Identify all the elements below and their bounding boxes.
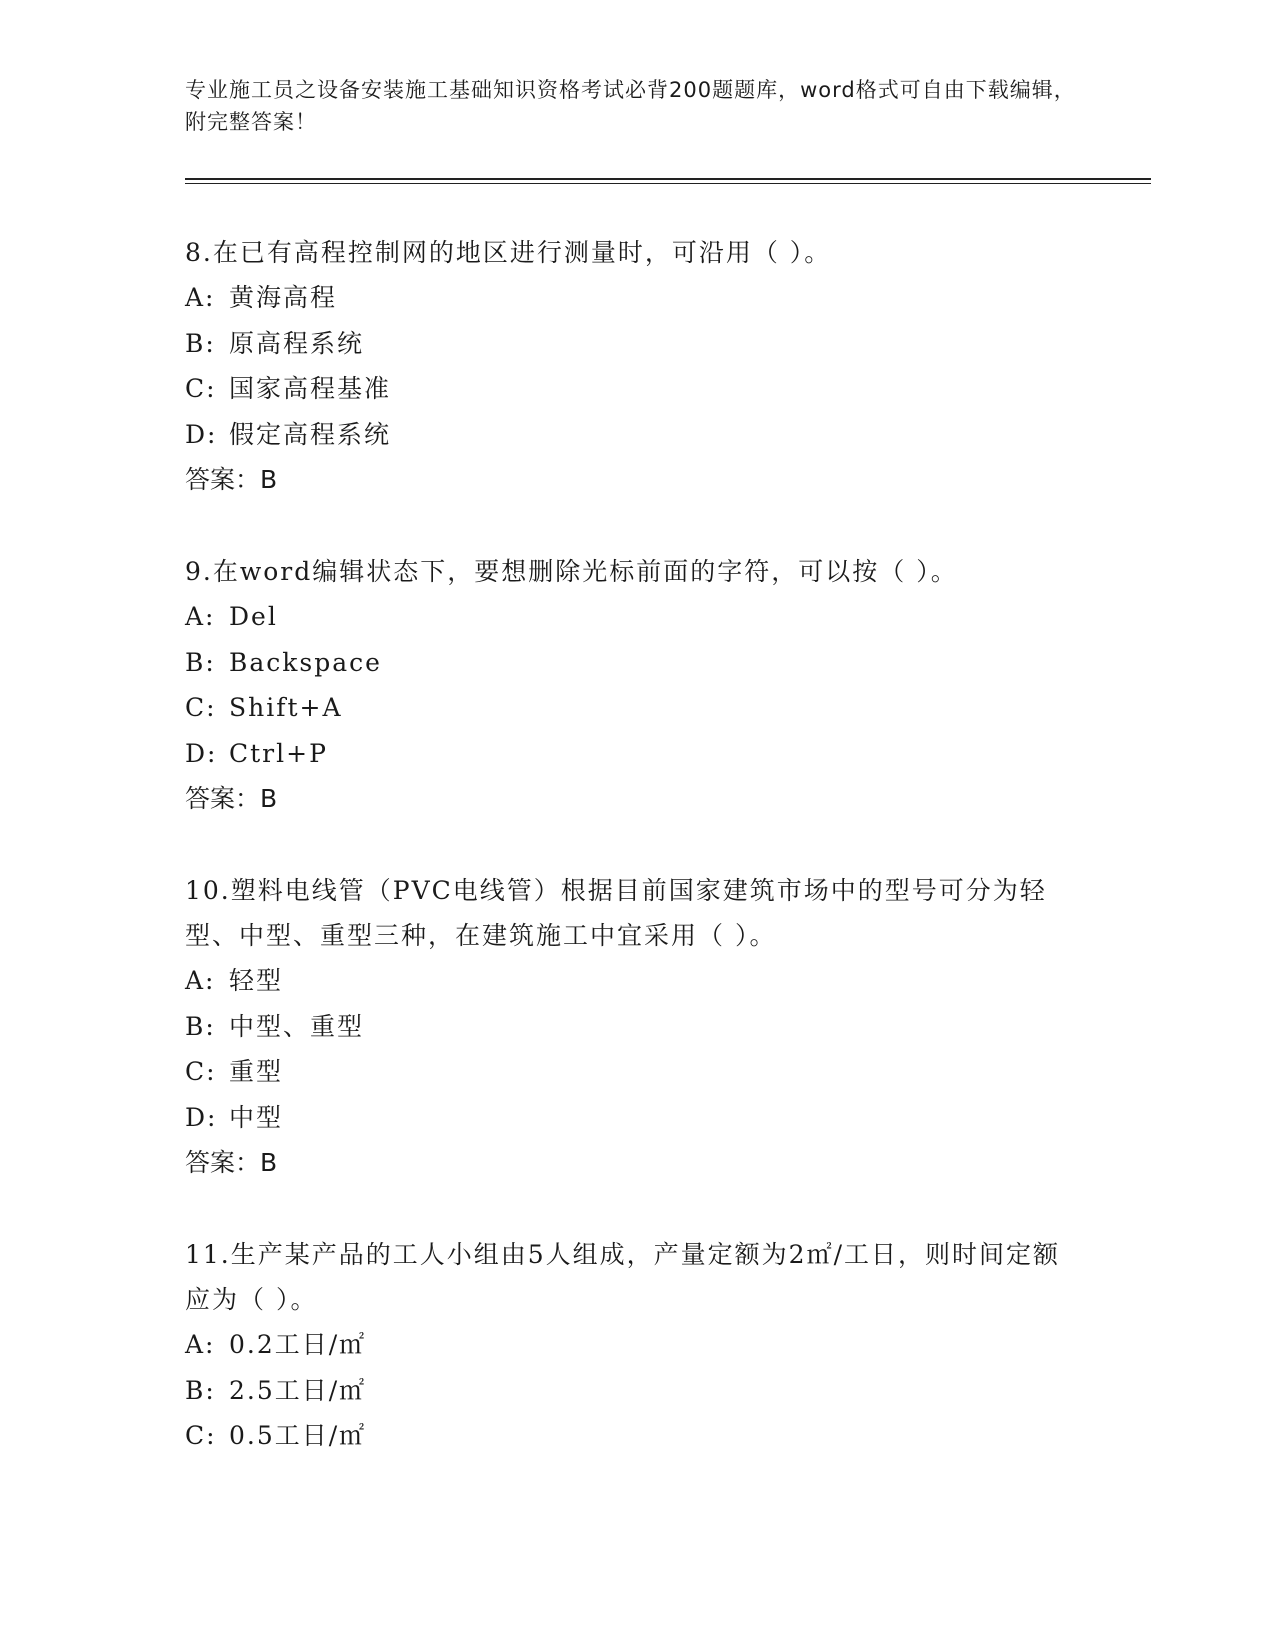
option-d (185, 412, 1085, 458)
option-c (185, 685, 1085, 731)
option-key: B: (185, 1375, 216, 1405)
option-text: 国家高程基准 (229, 374, 392, 403)
option-a (185, 275, 1085, 321)
option-key: A: (185, 602, 216, 631)
question-stem: 9.在word编辑状态下，要想删除光标前面的字符，可以按（ ）。 (185, 557, 958, 586)
question-stem: 11.生产某产品的工人小组由5人组成，产量定额为2㎡/工日，则时间定额应为（ ）。 (185, 1240, 1060, 1314)
option-text: 0.2工日/㎡ (229, 1330, 367, 1359)
header-divider-thick (185, 178, 1151, 180)
option-text: 黄海高程 (229, 283, 338, 312)
option-key: C: (185, 374, 217, 403)
option-key: D: (185, 419, 218, 449)
option-text: 中型 (229, 1102, 284, 1132)
option-key: D: (185, 1102, 218, 1132)
option-d (185, 731, 1085, 777)
option-d (185, 1095, 1085, 1141)
option-key: C: (185, 1421, 217, 1450)
option-b (185, 640, 1085, 686)
question-11 (185, 1232, 1085, 1459)
answer-line: 答案：B (185, 784, 278, 813)
option-c (185, 366, 1085, 412)
option-c (185, 1413, 1085, 1459)
option-a (185, 1322, 1085, 1368)
option-key: B: (185, 1011, 216, 1041)
option-key: A: (185, 1330, 216, 1359)
option-text: Shift+A (229, 693, 343, 722)
option-b (185, 1004, 1085, 1050)
answer-line: 答案：B (185, 465, 278, 494)
option-key: C: (185, 1057, 217, 1086)
question-stem: 10.塑料电线管（PVC电线管）根据目前国家建筑市场中的型号可分为轻型、中型、重型三种，在建筑施工中宜采用（ ）。 (185, 876, 1047, 950)
document-header: 专业施工员之设备安装施工基础知识资格考试必背200题题库，word格式可自由下载编辑，附完整答案！ (185, 78, 1076, 134)
option-text: 假定高程系统 (229, 419, 392, 449)
option-b (185, 321, 1085, 367)
option-a (185, 958, 1085, 1004)
option-c (185, 1049, 1085, 1095)
answer-line: 答案：B (185, 1148, 278, 1177)
question-list (185, 230, 1085, 1505)
option-text: 轻型 (229, 966, 284, 995)
question-8 (185, 230, 1085, 503)
option-b (185, 1368, 1085, 1414)
option-key: A: (185, 283, 216, 312)
option-text: 重型 (229, 1057, 284, 1086)
option-key: D: (185, 738, 218, 768)
option-text: 0.5工日/㎡ (229, 1421, 367, 1450)
header-divider-thin (185, 183, 1151, 184)
option-text: Del (229, 602, 278, 631)
option-text: 中型、重型 (229, 1011, 365, 1041)
option-key: B: (185, 328, 216, 358)
option-text: Backspace (229, 647, 382, 677)
option-key: A: (185, 966, 216, 995)
question-10 (185, 868, 1085, 1186)
option-key: C: (185, 693, 217, 722)
option-text: 原高程系统 (229, 328, 365, 358)
option-a (185, 594, 1085, 640)
question-9 (185, 549, 1085, 822)
question-stem: 8.在已有高程控制网的地区进行测量时，可沿用（ ）。 (185, 238, 832, 267)
option-key: B: (185, 647, 216, 677)
option-text: Ctrl+P (229, 738, 328, 768)
option-text: 2.5工日/㎡ (229, 1375, 367, 1405)
